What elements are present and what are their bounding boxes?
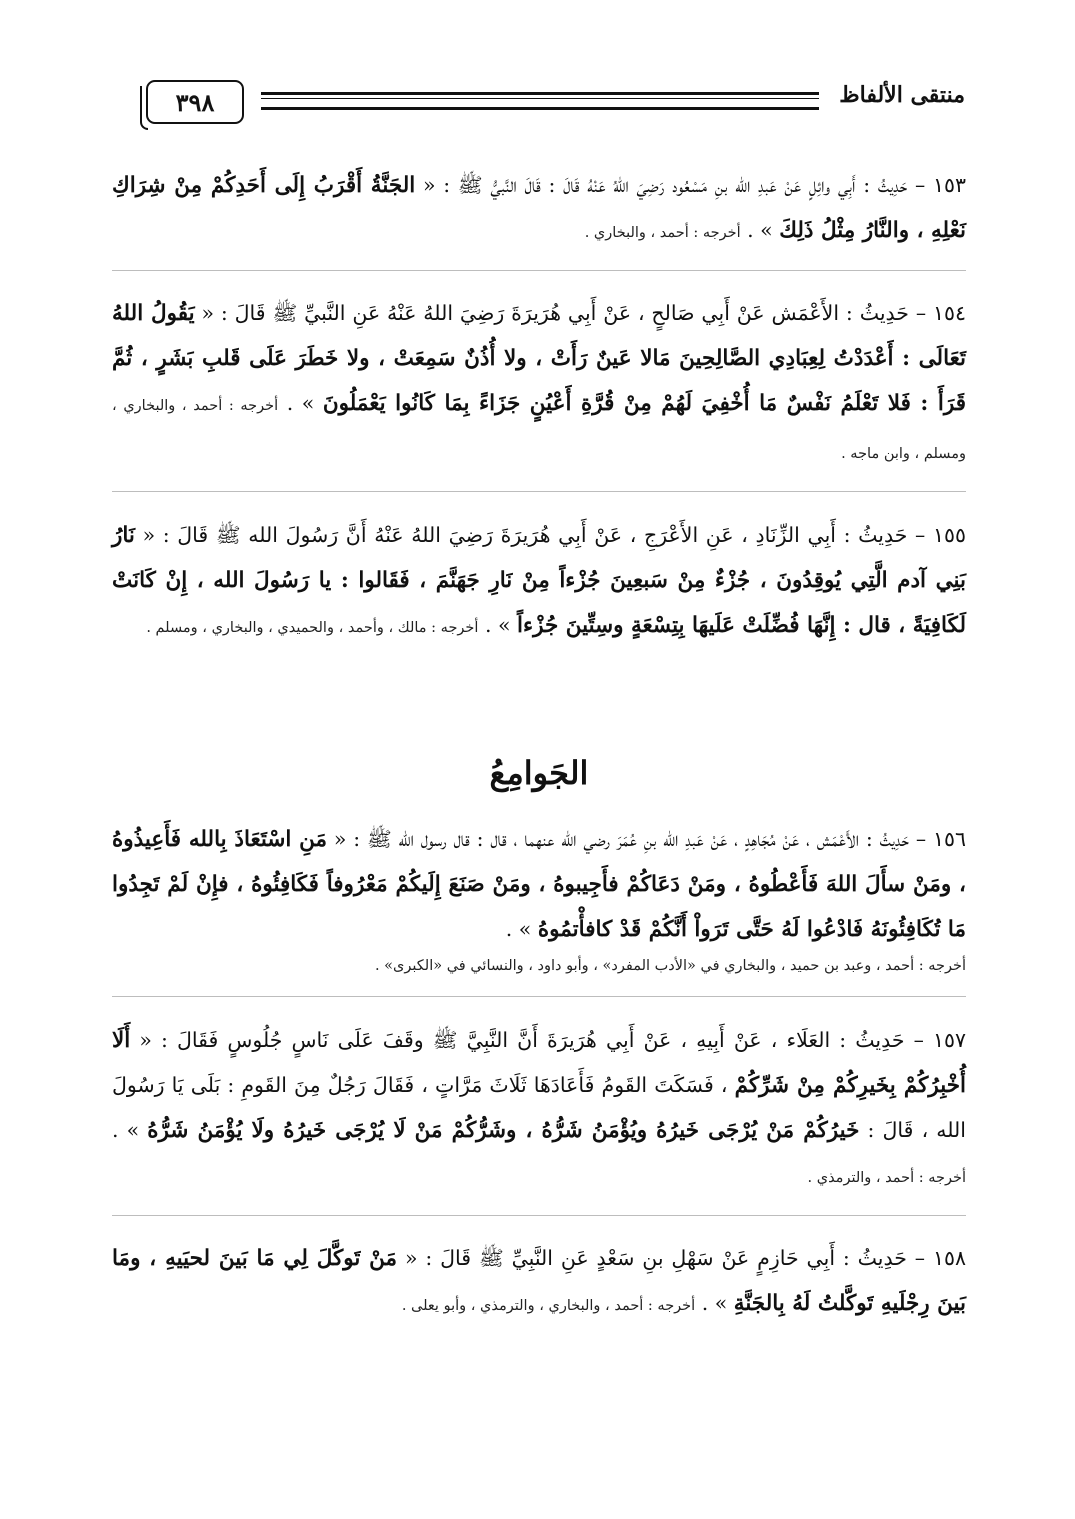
hadith-158 xyxy=(112,1236,966,1343)
hadith-154 xyxy=(112,291,966,492)
page-header xyxy=(113,72,965,128)
hadith-source: أخرجه : أحمد ، والبخاري . xyxy=(584,224,741,241)
page-body xyxy=(112,142,966,1359)
hadith-narration: ، فَسَكَتَ القَومُ فَأَعَادَهَا ثَلَاثَ مَرَّاتٍ ، فَقَالَ رَجُلٌ مِنَ القَومِ : بَلَى يَا رَسُولَ الله ، قَالَ : xyxy=(112,1072,967,1142)
hadith-source: أخرجه : أحمد ، والبخاري ، ومسلم ، وابن ماجه . xyxy=(112,398,966,462)
hadith-153 xyxy=(112,163,966,271)
hadith-source: أخرجه : مالك ، وأحمد ، والحميدي ، والبخاري ، ومسلم . xyxy=(146,619,479,636)
hadith-source: أخرجه : أحمد ، والترمذي . xyxy=(807,1169,966,1186)
hadith-close: » . xyxy=(701,1291,728,1315)
hadith-matn-continued: خَيرُكُمْ مَنْ يُرْجَى خَيرُهُ ويُؤْمَنُ شَرُّهُ ، وشَرُّكُمْ مَنْ لَا يُرْجَى خَيرُهُ ولَا يُؤْمَنُ شَرُّهُ xyxy=(147,1117,860,1143)
hadith-156 xyxy=(112,817,966,997)
hadith-matn: أَلَا أُخْبِرُكُمْ بِخَيرِكُمْ مِنْ شَرِّكُمْ xyxy=(112,1027,966,1098)
hadith-intro: ١٥٨ – حَدِيثُ : أَبِي حَازِمٍ عَنْ سَهْلِ بنِ سَعْدٍ عَنِ النَّبِيِّ ﷺ قَالَ : « xyxy=(404,1246,966,1270)
book-title: منتقى الألفاظ xyxy=(839,82,965,108)
hadith-matn: نَارُ بَنِي آدم الَّتِي يُوقِدُونَ ، جُزْءٌ مِنْ سَبعِينَ جُزْءاً مِنْ نَارِ جَهَنَّمَ ، فَقَالوا : يا رَسُولَ الله ، إِنْ كَانَتْ لَكَافِيَةً ، قال : إِنَّهَا فُضِّلَتْ عَلَيهَا بِتِسْعَةٍ وسِتِّينَ جُزْءاً xyxy=(112,522,966,638)
hadith-intro: ١٥٤ – حَدِيثُ : الأَعْمَش عَنْ أَبِي صَالحٍ ، عَنْ أَبِي هُرَيرَةَ رَضِيَ اللهُ عَنْهُ عَنِ النَّبيِّ ﷺ قَالَ : « xyxy=(201,301,966,325)
hadith-close: » . xyxy=(286,391,315,415)
hadith-matn: يَقُولُ اللهُ تَعَالَى : أَعْدَدْتُ لِعِبَادِي الصَّالِحِينَ مَالا عَينٌ رَأَتْ ، ولا أُذُنٌ سَمِعَتْ ، ولا خَطَرَ عَلَى قَلبِ بَشَرٍ ، ثُمَّ قَرَأَ : فَلا تَعْلَمُ نَفْسٌ مَا أُخْفِيَ لَهُمْ مِنْ قُرَّةِ أَعْيُنٍ جَزَاءً بِمَا كَانُوا يَعْمَلُونَ xyxy=(112,301,966,416)
hadith-intro: ١٥٧ – حَدِيثُ : العَلَاء ، عَنْ أَبِيهِ ، عَنْ أَبِي هُرَيرَةَ أَنَّ النَّبِيَّ ﷺ وقَفَ عَلَى نَاسٍ جُلُوسٍ فَقَالَ : « xyxy=(139,1027,966,1052)
hadith-157 xyxy=(112,1018,966,1216)
section-title: الجَوامِعُ xyxy=(489,753,589,792)
hadith-close: » . xyxy=(505,917,532,941)
hadith-intro: ١٥٦ – حَدِيثُ : الأَعْمَش ، عَنْ مُجَاهِدٍ ، عَنْ عَبدِ الله بنِ عُمَرَ رضي الله عنهما ، قال : قال رسول الله ﷺ : « xyxy=(333,827,966,851)
hadith-close: » . xyxy=(484,612,511,637)
hadith-close: » . xyxy=(747,217,773,242)
hadith-intro: ١٥٣ – حَدِيثُ : أَبِي وائِلٍ عَنْ عَبدِ الله بنِ مَسْعُود رَضِيَ اللهُ عَنْهُ قَالَ : قَالَ النَّبيُّ ﷺ : « xyxy=(422,172,966,197)
page-number: ٣٩٨ xyxy=(146,80,244,124)
hadith-155 xyxy=(112,513,966,665)
hadith-source: أخرجه : أحمد ، والبخاري ، والترمذي ، وأبو يعلى . xyxy=(401,1298,696,1314)
hadith-intro: ١٥٥ – حَدِيثُ : أَبِي الزِّنَادِ ، عَنِ الأَعْرَجِ ، عَنْ أَبِي هُرَيرَةَ رَضِيَ اللهُ عَنْهُ أَنَّ رَسُولَ الله ﷺ قَالَ : « xyxy=(142,522,966,547)
hadith-matn: مَنْ تَوكَّلَ لِي مَا بَينَ لحيَيهِ ، ومَا بَينَ رِجْلَيهِ تَوكَّلتُ لَهُ بِالجَنَّةِ xyxy=(112,1246,966,1316)
hadith-matn: مَنِ اسْتَعَاذَ بِالله فَأَعِيذُوهُ ، ومَنْ سأَلَ اللهَ فَأَعْطُوهُ ، ومَنْ دَعَاكُمْ فأَجِيبوهُ ، ومَنْ صَنَعَ إِلَيكُمْ مَعْرُوفاً فَكَافِئُوهُ ، فإِنْ لَمْ تَجِدُوا مَا تُكَافِئُونَهُ فَادْعُوا لَهُ حَتَّى تَرَواْ أَنَّكُمْ قَدْ كافأْتمُوهُ xyxy=(112,827,966,942)
hadith-matn: الجَنَّةُ أَقْرَبُ إِلَى أَحَدِكُمْ مِنْ شِرَاكِ نَعْلِهِ ، والنَّارُ مِثْلُ ذَلِكَ xyxy=(112,172,966,243)
header-rule xyxy=(261,92,819,110)
hadith-source: أخرجه : أحمد ، وعبد بن حميد ، والبخاري في «الأدب المفرد» ، وأبو داود ، والنسائي في «الكبرى» . xyxy=(374,958,966,974)
hadith-close: » . xyxy=(112,1117,140,1142)
